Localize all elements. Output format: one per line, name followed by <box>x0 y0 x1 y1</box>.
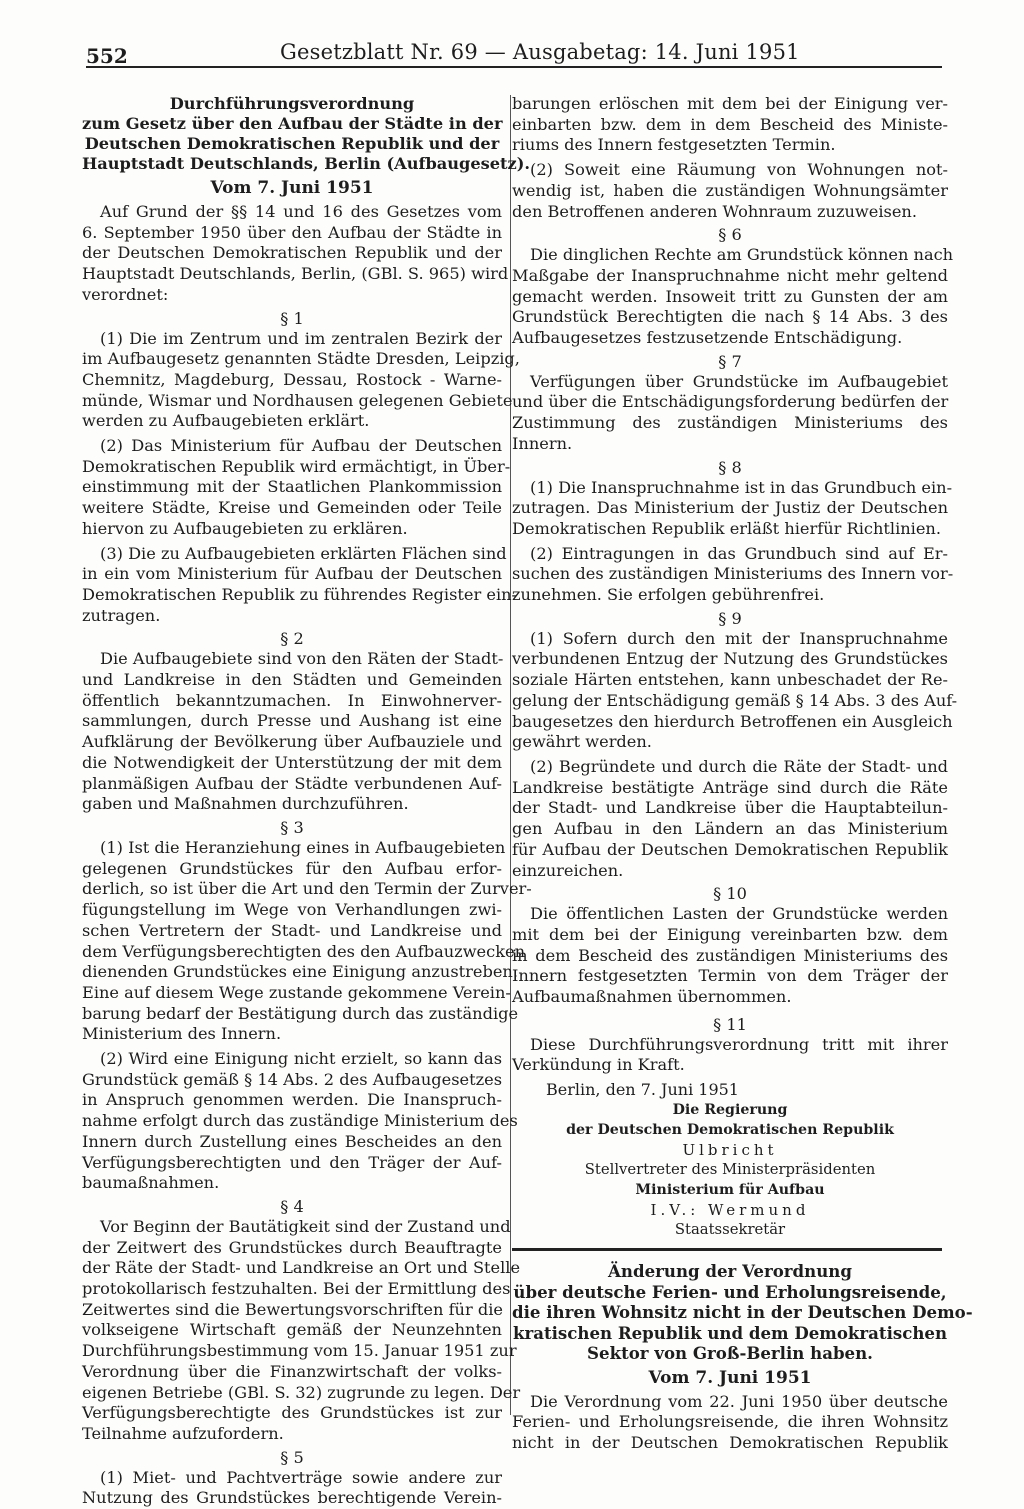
text-line: dienenden Grundstückes eine Einigung anzustreben. <box>82 962 518 982</box>
paragraph <box>82 1216 521 1445</box>
text-line: nicht in der Deutschen Demokratischen Republik <box>512 1433 948 1453</box>
text-line: 6. September 1950 über den Aufbau der Städte in <box>82 222 502 242</box>
signature-role-secretary: Staatssekretär <box>674 1221 786 1239</box>
text-line: (1) Miet- und Pachtverträge sowie andere zur <box>100 1467 502 1487</box>
title-line: Hauptstadt Deutschlands, Berlin (Aufbaugesetz). <box>82 154 531 173</box>
title-line: zum Gesetz über den Aufbau der Städte in der <box>82 114 503 133</box>
text-line: Verfügungsberechtigten und den Träger der Auf- <box>82 1152 502 1172</box>
title-line: Deutschen Demokratischen Republik und der <box>84 134 500 153</box>
text-line: (2) Begründete und durch die Räte der Stadt- und <box>530 756 948 776</box>
paragraph <box>82 837 532 1045</box>
paragraph <box>512 1392 948 1454</box>
title-line: Sektor von Groß-Berlin haben. <box>587 1343 873 1364</box>
paragraph <box>512 1035 948 1076</box>
section-heading: § 4 <box>280 1196 304 1216</box>
text-line: gelung der Entschädigung gemäß § 14 Abs. 3 des Auf- <box>512 690 958 710</box>
paragraph <box>512 628 958 753</box>
section-heading: § 1 <box>280 308 304 328</box>
text-line: in dem Bescheid des zuständigen Ministeriums des <box>512 945 948 965</box>
text-line: (2) Soweit eine Räumung von Wohnungen not- <box>530 160 948 180</box>
text-line: Auf Grund der §§ 14 und 16 des Gesetzes vom <box>100 202 502 221</box>
text-line: Aufklärung der Bevölkerung über Aufbauziele und <box>82 732 502 752</box>
text-line: derlich, so ist über die Art und den Termin der Zurver- <box>82 879 532 899</box>
paragraph <box>512 94 948 156</box>
paragraph <box>512 245 954 349</box>
text-line: Innern durch Zustellung eines Bescheides an den <box>82 1131 502 1151</box>
text-line: Demokratischen Republik zu führendes Register ein- <box>82 584 518 604</box>
text-line: der Zeitwert des Grundstückes durch Beauftragte <box>82 1237 502 1257</box>
text-line: planmäßigen Aufbau der Städte verbundenen Auf- <box>82 773 502 793</box>
text-line: gewährt werden. <box>512 732 652 752</box>
text-line: Demokratischen Republik erläßt hierfür Richtlinien. <box>512 518 942 538</box>
text-line: der Deutschen Demokratischen Republik und der <box>82 243 502 263</box>
text-line: (1) Sofern durch den mit der Inanspruchnahme <box>530 628 948 648</box>
text-line: die Notwendigkeit der Unterstützung der mit dem <box>82 752 502 772</box>
text-line: werden zu Aufbaugebieten erklärt. <box>82 411 370 431</box>
text-line: zunehmen. Sie erfolgen gebührenfrei. <box>512 585 825 605</box>
text-line: Verordnung über die Finanzwirtschaft der volks- <box>82 1361 502 1381</box>
title-line: über deutsche Ferien- und Erholungsreisende, <box>513 1281 947 1302</box>
section-heading: § 11 <box>713 1014 747 1034</box>
signature-name-wermund: I.V.: Wermund <box>650 1201 810 1220</box>
paragraph <box>512 372 948 455</box>
text-line: der Räte der Stadt- und Landkreise an Ort und Stelle <box>82 1258 521 1278</box>
section-heading: § 6 <box>718 225 742 245</box>
text-line: Eine auf diesem Wege zustande gekommene Verein- <box>82 982 511 1002</box>
text-line: gen Aufbau in den Ländern an das Ministerium <box>512 819 948 839</box>
text-line: (2) Eintragungen in das Grundbuch sind auf Er- <box>530 543 948 563</box>
text-line: Chemnitz, Magdeburg, Dessau, Rostock - Warne- <box>82 369 502 389</box>
text-line: riums des Innern festgesetzten Termin. <box>512 135 836 155</box>
text-line: weitere Städte, Kreise und Gemeinden oder Teile <box>82 498 502 518</box>
text-line: gaben und Maßnahmen durchzuführen. <box>82 794 409 814</box>
section-separator-rule <box>512 1248 942 1251</box>
text-line: gemacht werden. Insoweit tritt zu Gunsten der am <box>512 286 948 306</box>
text-line: zutragen. <box>82 605 161 625</box>
page-number: 552 <box>86 44 128 68</box>
text-line: Hauptstadt Deutschlands, Berlin, (GBl. S. 965) wird <box>82 264 509 284</box>
text-line: suchen des zuständigen Ministeriums des Innern vor- <box>512 564 954 584</box>
text-line: Grundstück gemäß § 14 Abs. 2 des Aufbaugesetzes <box>82 1069 502 1089</box>
text-line: Aufbaugesetzes festzusetzende Entschädigung. <box>512 328 903 348</box>
paragraph <box>512 904 948 1008</box>
text-line: und Landkreise in den Städten und Gemeinden <box>82 670 502 690</box>
signature-role-deputy: Stellvertreter des Ministerpräsidenten <box>584 1161 876 1179</box>
text-line: (2) Das Ministerium für Aufbau der Deutschen <box>100 436 502 456</box>
text-line: Landkreise bestätigte Anträge sind durch die Räte <box>512 777 948 797</box>
text-line: Die öffentlichen Lasten der Grundstücke werden <box>530 904 948 924</box>
title-line: Änderung der Verordnung <box>608 1261 852 1282</box>
text-line: Die Verordnung vom 22. Juni 1950 über deutsche <box>530 1391 948 1411</box>
right-column <box>512 94 973 1454</box>
text-line: gelegenen Grundstückes für den Aufbau erfor- <box>82 858 502 878</box>
paragraph <box>512 477 953 540</box>
place-date: Berlin, den 7. Juni 1951 <box>546 1080 739 1100</box>
text-line: sammlungen, durch Presse und Aushang ist eine <box>82 711 502 731</box>
paragraph <box>82 436 511 540</box>
text-line: (1) Die Inanspruchnahme ist in das Grundbuch ein- <box>530 477 953 497</box>
text-line: volkseigene Wirtschaft gemäß der Neunzehnten <box>82 1320 502 1340</box>
text-line: Durchführungsbestimmung vom 15. Januar 1951 zur <box>82 1341 517 1361</box>
text-line: Zeitwertes sind die Bewertungsvorschriften für die <box>82 1299 503 1319</box>
signature-government-ddr: der Deutschen Demokratischen Republik <box>566 1122 894 1139</box>
text-line: Teilnahme aufzufordern. <box>82 1423 284 1443</box>
text-line: nahme erfolgt durch das zuständige Ministerium des <box>82 1111 518 1131</box>
amendment-date: Vom 7. Juni 1951 <box>648 1367 812 1388</box>
section-heading: § 7 <box>718 351 742 371</box>
text-line: Die Aufbaugebiete sind von den Räten der Stadt- <box>100 649 504 669</box>
text-line: einzureichen. <box>512 860 624 880</box>
text-line: im Aufbaugesetz genannten Städte Dresden, Leipzig, <box>82 349 520 369</box>
text-line: in Anspruch genommen werden. Die Inanspruch- <box>82 1090 502 1110</box>
text-line: (2) Wird eine Einigung nicht erzielt, so kann das <box>100 1049 502 1069</box>
paragraph <box>82 1049 518 1194</box>
amendment-title <box>512 1261 973 1364</box>
text-line: fügungstellung im Wege von Verhandlungen zwi- <box>82 900 502 920</box>
text-line: Innern festgesetzten Termin von dem Träger der <box>512 966 948 986</box>
section-heading: § 5 <box>280 1447 304 1467</box>
text-line: für Aufbau der Deutschen Demokratischen Republik <box>512 839 948 859</box>
text-line: Verfügungen über Grundstücke im Aufbaugebiet <box>530 371 948 391</box>
text-line: mit dem bei der Einigung vereinbarten bzw. dem <box>512 924 948 944</box>
text-line: soziale Härten entstehen, kann unbeschadet der Re- <box>512 670 948 690</box>
text-line: Verkündung in Kraft. <box>512 1055 685 1075</box>
section-heading: § 10 <box>713 884 747 904</box>
text-line: schen Vertretern der Stadt- und Landkreise und <box>82 920 502 940</box>
paragraph <box>82 649 502 815</box>
section-heading: § 8 <box>718 457 742 477</box>
section-heading: § 3 <box>280 817 304 837</box>
paragraph <box>512 160 948 222</box>
text-line: Verfügungsberechtigte des Grundstückes ist zur <box>82 1403 502 1423</box>
decree-date: Vom 7. Juni 1951 <box>210 178 374 198</box>
text-line: (1) Ist die Heranziehung eines in Aufbaugebieten <box>100 837 506 857</box>
text-line: eigenen Betriebe (GBl. S. 32) zugrunde zu legen. Der <box>82 1382 521 1402</box>
text-line: Innern. <box>512 433 573 453</box>
text-line: Demokratischen Republik wird ermächtigt, in Über- <box>82 456 511 476</box>
text-line: der Stadt- und Landkreise über die Hauptabteilun- <box>512 798 948 818</box>
text-line: einstimmung mit der Staatlichen Plankommission <box>82 477 502 497</box>
text-line: barungen erlöschen mit dem bei der Einigung ver- <box>512 94 948 113</box>
paragraph <box>82 543 518 627</box>
signature-government: Die Regierung <box>672 1102 788 1119</box>
text-line: zutragen. Das Ministerium der Justiz der Deutschen <box>512 498 948 518</box>
text-line: Zustimmung des zuständigen Ministeriums des <box>512 413 948 433</box>
text-line: Diese Durchführungsverordnung tritt mit ihrer <box>530 1034 948 1054</box>
text-line: dem Verfügungsberechtigten des den Aufbauzwecken <box>82 941 526 961</box>
paragraph <box>82 328 520 433</box>
title-line: Durchführungsverordnung <box>169 94 415 113</box>
text-line: Grundstück Berechtigten die nach § 14 Abs. 3 des <box>512 307 948 327</box>
text-line: baumaßnahmen. <box>82 1173 220 1193</box>
paragraph <box>512 757 948 881</box>
paragraph <box>82 1468 502 1509</box>
text-line: verordnet: <box>82 284 169 304</box>
text-line: (3) Die zu Aufbaugebieten erklärten Flächen sind <box>100 543 507 563</box>
signature-name-ulbricht: Ulbricht <box>682 1141 778 1160</box>
text-line: münde, Wismar und Nordhausen gelegenen Gebiete <box>82 390 513 410</box>
text-line: den Betroffenen anderen Wohnraum zuzuweisen. <box>512 201 917 221</box>
text-line: baugesetzes den hierdurch Betroffenen ein Ausgleich <box>512 711 953 731</box>
header-rule <box>86 66 942 68</box>
section-heading: § 9 <box>718 608 742 628</box>
text-line: (1) Die im Zentrum und im zentralen Bezirk der <box>100 328 502 348</box>
text-line: Vor Beginn der Bautätigkeit sind der Zustand und <box>100 1216 511 1236</box>
text-line: wendig ist, haben die zuständigen Wohnungsämter <box>512 180 948 200</box>
preamble <box>82 202 509 306</box>
running-head: Gesetzblatt Nr. 69 — Ausgabetag: 14. Juni 1951 <box>280 40 800 64</box>
text-line: Maßgabe der Inanspruchnahme nicht mehr geltend <box>512 265 948 285</box>
text-line: protokollarisch festzuhalten. Bei der Ermittlung des <box>82 1279 511 1299</box>
title-line: die ihren Wohnsitz nicht in der Deutschen Demo- <box>512 1302 973 1323</box>
text-line: Ferien- und Erholungsreisende, die ihren Wohnsitz <box>512 1412 948 1432</box>
paragraph <box>512 543 954 606</box>
signature-ministry: Ministerium für Aufbau <box>635 1182 825 1199</box>
text-line: öffentlich bekanntzumachen. In Einwohnerver- <box>82 690 502 710</box>
text-line: einbarten bzw. dem in dem Bescheid des Ministe- <box>512 114 948 134</box>
decree-title <box>82 94 531 174</box>
text-line: und über die Entschädigungsforderung bedürfen der <box>512 392 949 412</box>
text-line: Die dinglichen Rechte am Grundstück können nach <box>530 245 954 265</box>
text-line: in ein vom Ministerium für Aufbau der Deutschen <box>82 564 502 584</box>
text-line: verbundenen Entzug der Nutzung des Grundstückes <box>512 649 948 669</box>
section-heading: § 2 <box>280 629 304 649</box>
text-line: barung bedarf der Bestätigung durch das zuständige <box>82 1003 519 1023</box>
left-column <box>82 94 532 1509</box>
text-line: hiervon zu Aufbaugebieten zu erklären. <box>82 518 408 538</box>
text-line: Ministerium des Innern. <box>82 1024 282 1044</box>
text-line: Aufbaumaßnahmen übernommen. <box>512 987 792 1007</box>
title-line: kratischen Republik und dem Demokratischen <box>512 1322 948 1343</box>
text-line: Nutzung des Grundstückes berechtigende Verein- <box>82 1488 502 1508</box>
